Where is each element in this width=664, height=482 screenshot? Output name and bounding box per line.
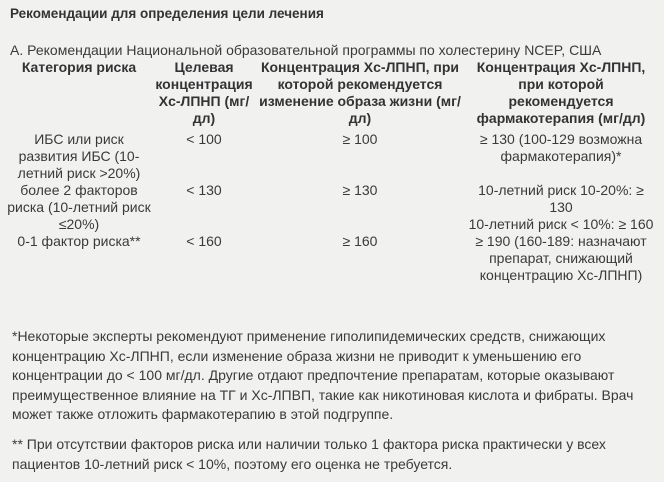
header-drug-threshold: Концентрация Хс-ЛПНП, при которой рекомендуется фармакотерапия (мг/дл) [476, 59, 646, 126]
cell-risk-category: более 2 факторов риска (10-летний риск ≤20%) [7, 182, 151, 232]
cell-risk-category: ИБС или риск развития ИБС (10-летний риск >20%) [17, 131, 141, 181]
header-lifestyle-threshold: Концентрация Хс-ЛПНП, при которой рекомендуется изменение образа жизни (мг/дл) [259, 59, 461, 126]
cell-target: < 160 [186, 233, 222, 249]
cell-lifestyle: ≥ 100 [342, 131, 378, 147]
table-row [4, 233, 656, 284]
cell-drug-line: 10-летний риск 10-20%: ≥ 130 [478, 182, 644, 215]
cell-lifestyle: ≥ 130 [342, 182, 378, 198]
cell-drug: ≥ 130 (100-129 возможна фармакотерапия)* [479, 131, 643, 164]
cell-drug-line: 10-летний риск < 10%: ≥ 160 [468, 216, 654, 232]
header-risk-category: Категория риска [21, 59, 137, 75]
table-header-row [4, 59, 656, 127]
recommendations-table [4, 59, 656, 284]
cell-risk-category: 0-1 фактор риска** [17, 233, 141, 249]
table-row [4, 182, 656, 233]
cell-target: < 130 [186, 182, 222, 198]
cell-target: < 100 [186, 131, 222, 147]
cell-drug [466, 182, 656, 233]
cell-lifestyle: ≥ 160 [342, 233, 378, 249]
footnote-double-asterisk: ** При отсутствии факторов риска или наличии только 1 фактора риска практически у всех пациентов 10-летний риск < 10%, поэтому его оценка не требуется. [12, 436, 606, 472]
section-subtitle: А. Рекомендации Национальной образовательной программы по холестерину NCEP, США [10, 42, 602, 58]
page-heading: Рекомендации для определения цели лечения [10, 6, 324, 21]
cell-drug: ≥ 190 (160-189: назначают препарат, снижающий концентрацию Хс-ЛПНП) [475, 233, 647, 283]
header-target-ldl: Целевая концентрация Хс-ЛПНП (мг/дл) [155, 59, 253, 126]
footnote-single-asterisk: *Некоторые эксперты рекомендуют применение гиполипидемических средств, снижающих концентрацию Хс-ЛПНП, если изменение образа жизни не приводит к уменьшению его концентрации до < 100 мг/дл. Другие отдают предпочтение препаратам, которые оказывают преимущественное влияние на ТГ и Хс-ЛПВП, такие как никотиновая кислота и фибраты. Врач может также отложить фармакотерапию в этой подгруппе. [12, 328, 634, 423]
table-row [4, 131, 656, 182]
